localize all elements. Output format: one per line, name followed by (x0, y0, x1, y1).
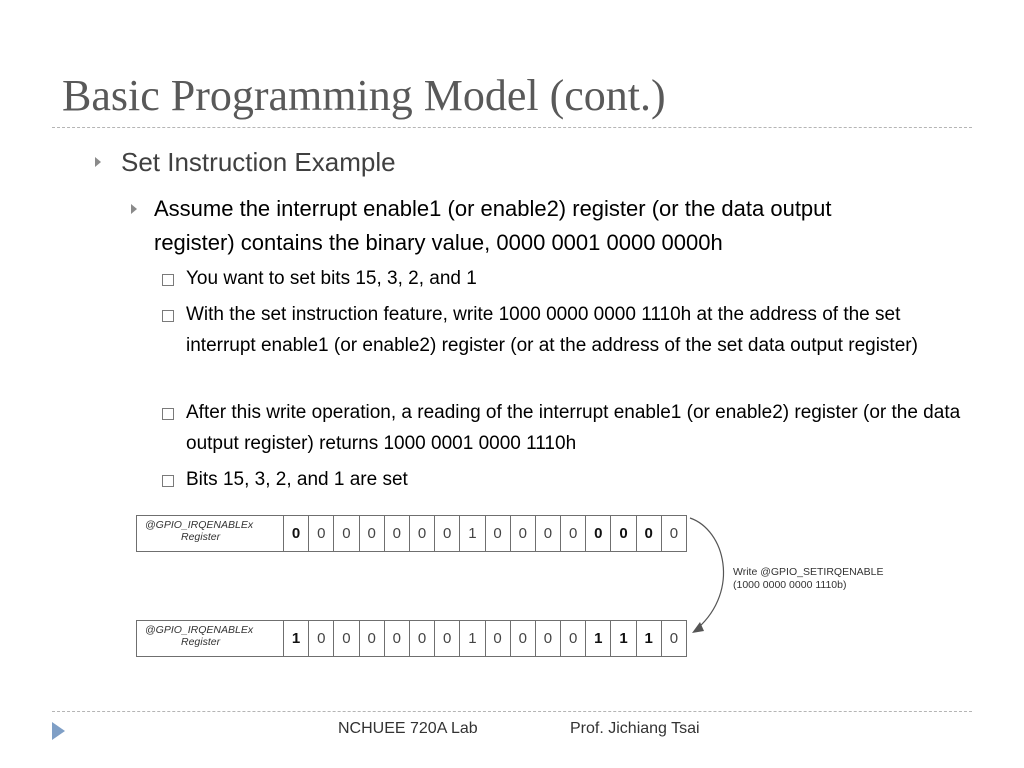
register-after (136, 620, 687, 657)
bullet-level3-text: You want to set bits 15, 3, 2, and 1 (186, 268, 477, 289)
bit-cell: 1 (460, 621, 485, 657)
footer-lab: NCHUEE 720A Lab (338, 720, 478, 737)
triangle-bullet-icon (95, 157, 101, 167)
bit-cell: 1 (460, 516, 485, 552)
write-annotation (733, 566, 884, 592)
register-label-line1: @GPIO_IRQENABLEx (145, 519, 254, 531)
bit-cell: 0 (485, 621, 510, 657)
footer-divider (52, 711, 972, 712)
footer-author: Prof. Jichiang Tsai (570, 720, 700, 737)
bullet-level3-text: With the set instruction feature, write 1000 0000 0000 1110h at the address of the set interrupt enable1 (or enable2) register (or at the address of the set data output register) (186, 304, 918, 356)
bullet-level3-text: After this write operation, a reading of the interrupt enable1 (or enable2) register (or the data output register) returns 1000 0001 0000 1110h (186, 402, 961, 454)
triangle-bullet-icon (131, 204, 137, 214)
bit-cell: 0 (284, 516, 309, 552)
bullet-level3 (162, 263, 962, 294)
bit-cell: 0 (309, 516, 334, 552)
bit-cell: 1 (586, 621, 611, 657)
play-triangle-icon (52, 722, 65, 740)
register-label-line2: Register (181, 531, 221, 543)
bit-cell: 0 (384, 621, 409, 657)
register-before (136, 515, 687, 552)
write-label-line1: Write @GPIO_SETIRQENABLE (733, 566, 884, 578)
bullet-level3 (162, 397, 962, 459)
bit-cell: 0 (661, 516, 686, 552)
bit-cell: 0 (561, 621, 586, 657)
bit-cell: 0 (359, 621, 384, 657)
bit-cell: 0 (334, 621, 359, 657)
bit-cell: 0 (359, 516, 384, 552)
bit-cell: 0 (535, 621, 560, 657)
bit-cell: 0 (485, 516, 510, 552)
bit-cell: 0 (309, 621, 334, 657)
bullet-level2-text: Assume the interrupt enable1 (or enable2) register (or the data output register) contains the binary value, 0000 0001 0000 0000h (154, 196, 832, 255)
bit-cell: 0 (510, 516, 535, 552)
square-bullet-icon (162, 310, 174, 322)
bit-cell: 1 (284, 621, 309, 657)
bullet-level1 (95, 147, 396, 178)
square-bullet-icon (162, 274, 174, 286)
register-label (137, 516, 284, 552)
bit-cell: 0 (561, 516, 586, 552)
title-divider (52, 127, 972, 128)
write-arrow-icon (680, 510, 740, 640)
bullet-level1-text: Set Instruction Example (121, 147, 396, 177)
bit-cell: 0 (409, 516, 434, 552)
square-bullet-icon (162, 475, 174, 487)
bit-cell: 0 (661, 621, 686, 657)
register-label (137, 621, 284, 657)
bit-cell: 0 (510, 621, 535, 657)
slide-title: Basic Programming Model (cont.) (62, 71, 666, 120)
bullet-level2 (131, 192, 901, 260)
register-label-line1: @GPIO_IRQENABLEx (145, 624, 254, 636)
write-label-line2: (1000 0000 0000 1110b) (733, 579, 847, 591)
square-bullet-icon (162, 408, 174, 420)
bit-cell: 0 (435, 621, 460, 657)
bullet-level3 (162, 299, 962, 361)
bit-cell: 0 (586, 516, 611, 552)
bit-cell: 0 (384, 516, 409, 552)
register-label-line2: Register (181, 636, 221, 648)
bit-cell: 0 (535, 516, 560, 552)
bullet-level3-text: Bits 15, 3, 2, and 1 are set (186, 469, 408, 490)
bit-cell: 0 (409, 621, 434, 657)
bit-cell: 1 (611, 621, 636, 657)
bit-cell: 0 (334, 516, 359, 552)
bit-cell: 0 (611, 516, 636, 552)
bit-cell: 0 (636, 516, 661, 552)
bit-cell: 1 (636, 621, 661, 657)
bit-cell: 0 (435, 516, 460, 552)
bullet-level3 (162, 464, 962, 495)
